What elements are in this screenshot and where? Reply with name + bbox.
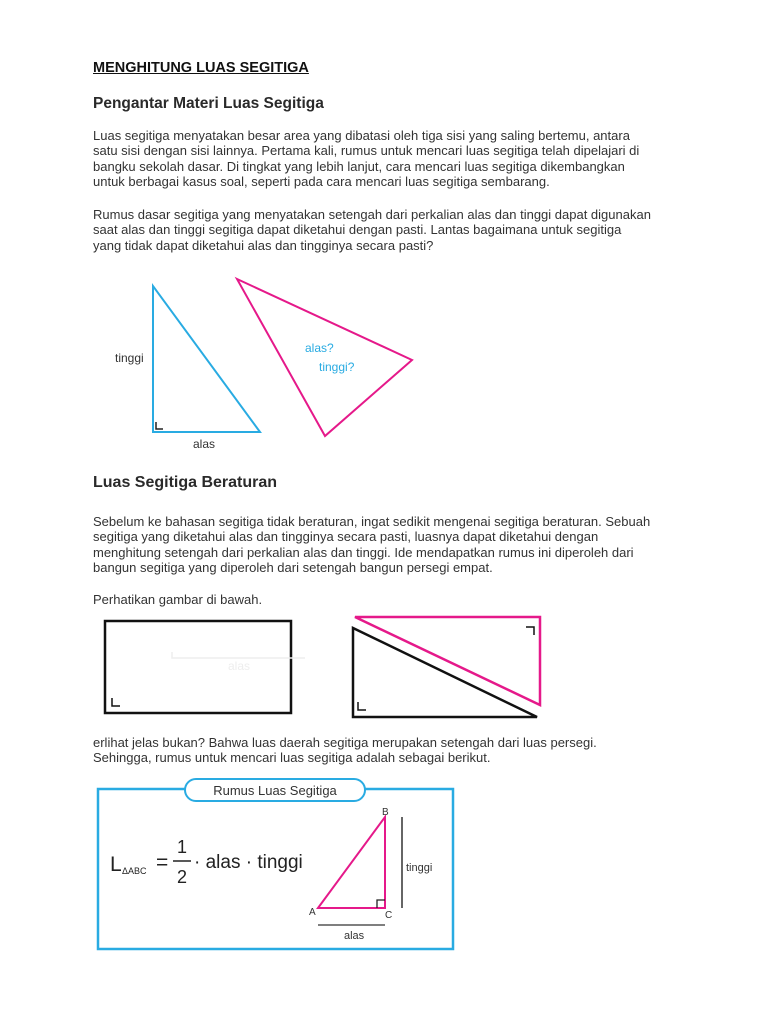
label-alas-question: alas?	[305, 341, 334, 355]
document-title: MENGHITUNG LUAS SEGITIGA	[93, 60, 309, 76]
formula-rest: · alas · tinggi	[194, 852, 303, 873]
vertex-a-label: A	[309, 907, 316, 918]
right-angle-marker	[377, 900, 385, 908]
right-angle-marker	[156, 422, 163, 429]
vertex-c-label: C	[385, 910, 393, 921]
formula-equals: =	[156, 851, 169, 874]
text-line: yang tidak dapat diketahui alas dan tingginya secara pasti?	[93, 237, 434, 253]
text-line: bangun segitiga yang diperoleh dari setengah bangun persegi empat.	[93, 560, 493, 576]
text-line: Luas segitiga menyatakan besar area yang dibatasi oleh tiga sisi yang saling bertemu, antara	[93, 128, 630, 143]
text-line: menghitung setengah dari perkalian alas dan tinggi. Ide mendapatkan rumus ini diperoleh dari	[93, 544, 634, 560]
text-line: Perhatikan gambar di bawah.	[93, 592, 263, 607]
text-line: saat alas dan tinggi segitiga dapat diketahui dengan pasti. Lantas bagaimana untuk segitiga	[93, 222, 622, 238]
text-line: Sehingga, rumus untuk mencari luas segitiga adalah sebagai berikut.	[93, 750, 491, 766]
paragraph-intro	[93, 128, 693, 190]
scalene-triangle-shape	[237, 279, 412, 436]
formula-box-title: Rumus Luas Segitiga	[213, 783, 337, 798]
rectangle-shape	[105, 621, 291, 713]
watermark-alas: alas	[228, 659, 251, 673]
section-heading-beraturan: Luas Segitiga Beraturan	[93, 474, 278, 491]
paragraph-rumus-dasar	[93, 207, 693, 253]
label-tinggi: tinggi	[115, 351, 144, 365]
pink-triangle-shape	[355, 617, 540, 705]
right-angle-marker	[526, 627, 534, 635]
section-subtitle: Pengantar Materi Luas Segitiga	[93, 95, 324, 112]
watermark-line	[172, 652, 305, 658]
black-triangle-shape	[353, 628, 537, 717]
text-line: untuk berbagai kasus soal, seperti pada cara mencari luas segitiga sembarang.	[93, 174, 550, 190]
formula-denominator: 2	[176, 867, 188, 887]
rectangle-figure	[100, 612, 550, 722]
paragraph-beraturan	[93, 514, 693, 576]
text-line: Rumus dasar segitiga yang menyatakan setengah dari perkalian alas dan tinggi dapat digunakan	[93, 207, 651, 222]
text-line: segitiga yang diketahui alas dan tingginya secara pasti, luasnya dapat diketahui dengan	[93, 529, 599, 545]
text-line: erlihat jelas bukan? Bahwa luas daerah segitiga merupakan setengah dari luas persegi.	[93, 735, 597, 750]
formula-subscript: ΔABC	[122, 866, 147, 876]
formula-triangle-shape	[318, 817, 385, 908]
paragraph-kesimpulan	[93, 735, 693, 766]
label-tinggi-question: tinggi?	[319, 360, 355, 374]
vertex-b-label: B	[382, 807, 389, 818]
text-line: Sebelum ke bahasan segitiga tidak beraturan, ingat sedikit mengenai segitiga beraturan. Sebuah	[93, 514, 651, 529]
right-angle-marker	[358, 702, 366, 710]
formula-box	[90, 775, 470, 955]
label-alas: alas	[344, 930, 365, 942]
text-line: bangku sekolah dasar. Di tingkat yang lebih lanjut, cara mencari luas segitiga dikembangkan	[93, 158, 625, 174]
paragraph-perhatikan	[93, 592, 693, 607]
text-line: satu sisi dengan sisi lainnya. Pertama kali, rumus untuk mencari luas segitiga telah dipelajari di	[93, 143, 640, 159]
formula-numerator: 1	[176, 837, 188, 857]
right-triangle-shape	[153, 286, 260, 432]
right-angle-marker	[112, 698, 120, 706]
triangles-figure	[100, 270, 440, 455]
formula-L: L	[110, 853, 122, 876]
label-tinggi: tinggi	[406, 862, 433, 874]
label-alas: alas	[193, 437, 216, 451]
